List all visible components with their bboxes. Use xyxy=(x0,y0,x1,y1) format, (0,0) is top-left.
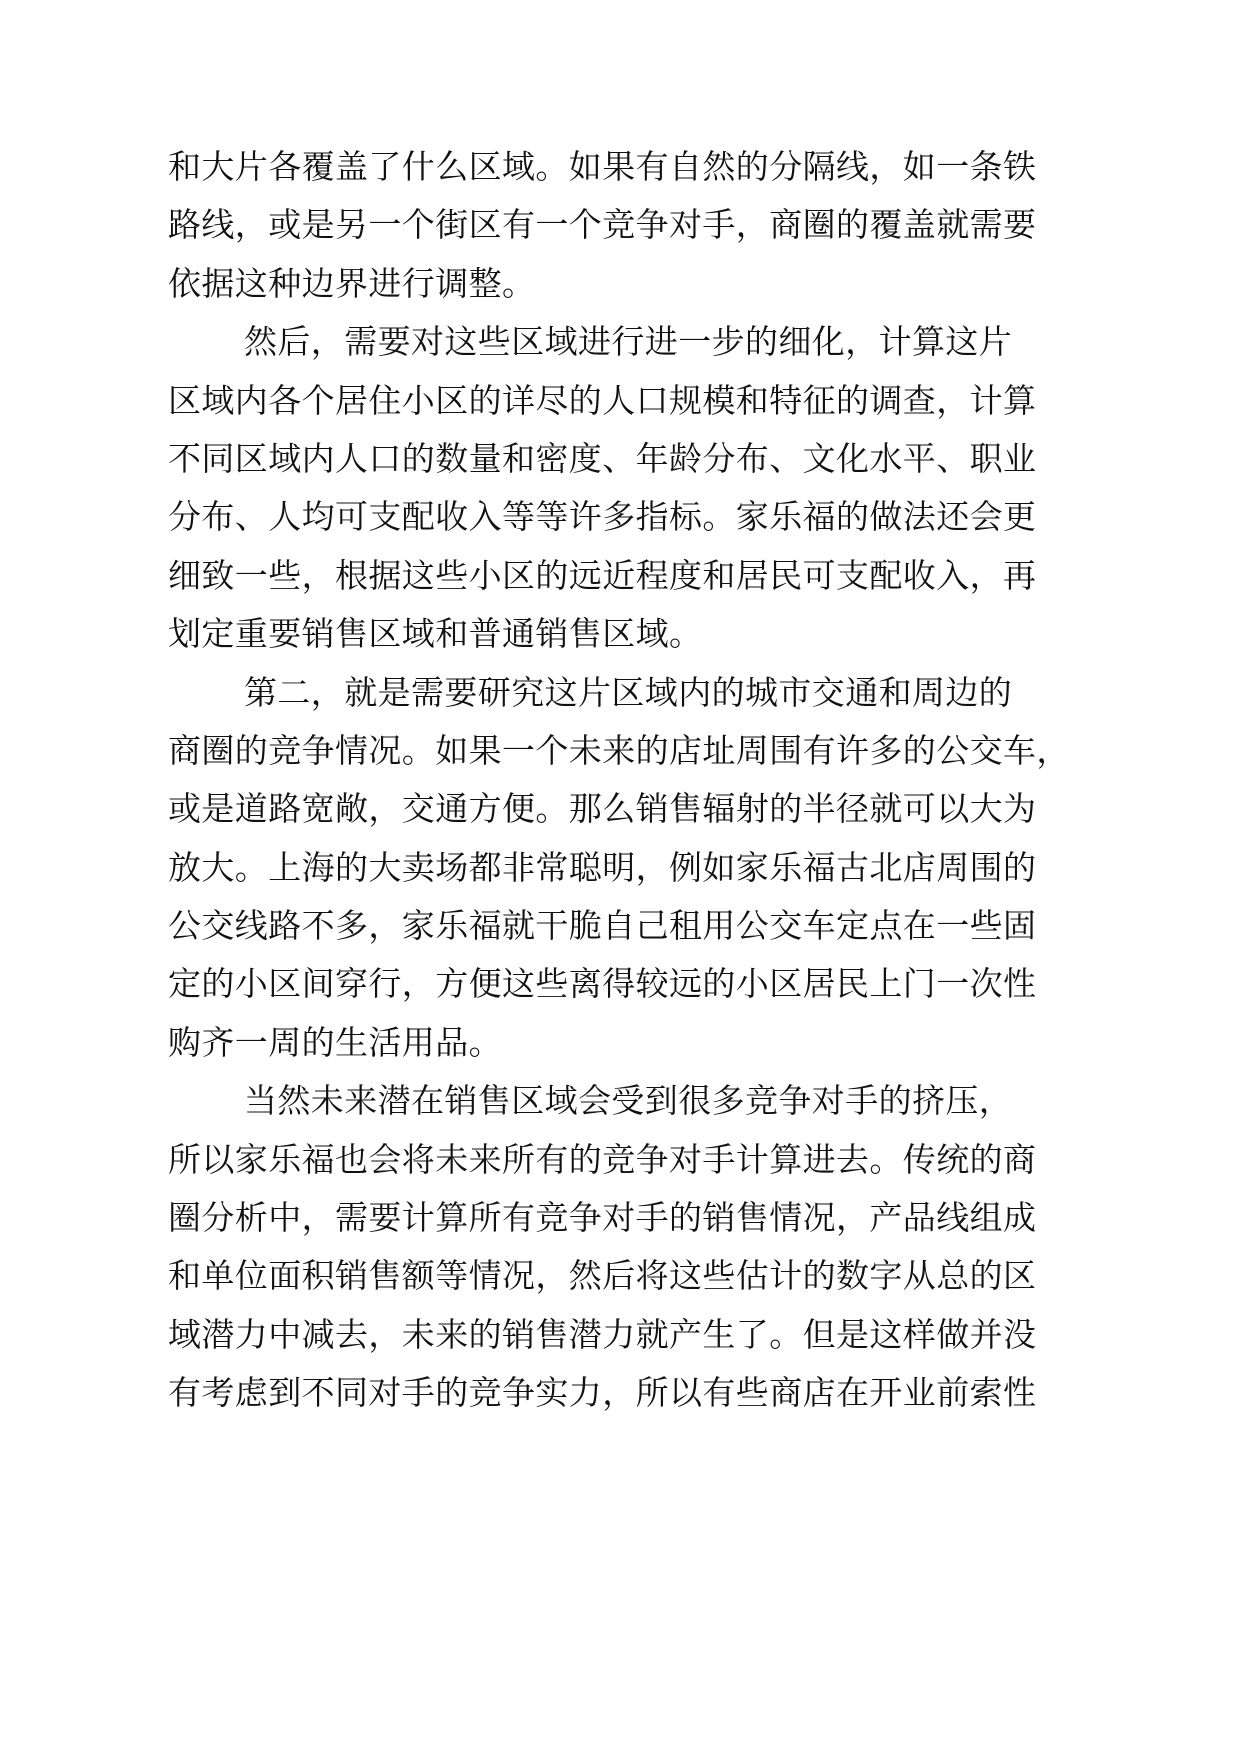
text-line: 细致一些，根据这些小区的远近程度和居民可支配收入，再 xyxy=(168,555,1037,595)
text-line: 商圈的竞争情况。如果一个未来的店址周围有许多的公交车， xyxy=(168,730,1070,770)
text-line: 或是道路宽敞，交通方便。那么销售辐射的半径就可以大为 xyxy=(168,789,1037,829)
text-line: 定的小区间穿行，方便这些离得较远的小区居民上门一次性 xyxy=(168,964,1037,1004)
text-line: 和单位面积销售额等情况，然后将这些估计的数字从总的区 xyxy=(168,1256,1037,1296)
text-line: 所以家乐福也会将未来所有的竞争对手计算进去。传统的商 xyxy=(168,1139,1037,1179)
text-line: 圈分析中，需要计算所有竞争对手的销售情况，产品线组成 xyxy=(168,1198,1037,1238)
text-line: 分布、人均可支配收入等等许多指标。家乐福的做法还会更 xyxy=(168,497,1037,537)
body-text xyxy=(168,138,1070,1423)
paragraph-first-line: 当然未来潜在销售区域会受到很多竞争对手的挤压， xyxy=(244,1081,1013,1121)
text-line: 划定重要销售区域和普通销售区域。 xyxy=(168,614,703,654)
text-line: 依据这种边界进行调整。 xyxy=(168,263,536,303)
text-line: 路线，或是另一个街区有一个竞争对手，商圈的覆盖就需要 xyxy=(168,205,1037,245)
text-line: 公交线路不多，家乐福就干脆自己租用公交车定点在一些固 xyxy=(168,906,1037,946)
text-line: 不同区域内人口的数量和密度、年龄分布、文化水平、职业 xyxy=(168,438,1037,478)
text-line: 放大。上海的大卖场都非常聪明，例如家乐福古北店周围的 xyxy=(168,847,1037,887)
text-line: 有考虑到不同对手的竞争实力，所以有些商店在开业前索性 xyxy=(168,1373,1037,1413)
text-line: 区域内各个居住小区的详尽的人口规模和特征的调查，计算 xyxy=(168,380,1037,420)
text-line: 和大片各覆盖了什么区域。如果有自然的分隔线，如一条铁 xyxy=(168,147,1037,186)
paragraph-first-line: 然后，需要对这些区域进行进一步的细化，计算这片 xyxy=(244,322,1013,362)
text-line: 购齐一周的生活用品。 xyxy=(168,1022,502,1062)
paragraph-first-line: 第二，就是需要研究这片区域内的城市交通和周边的 xyxy=(244,672,1013,712)
text-line: 域潜力中减去，未来的销售潜力就产生了。但是这样做并没 xyxy=(168,1314,1037,1354)
